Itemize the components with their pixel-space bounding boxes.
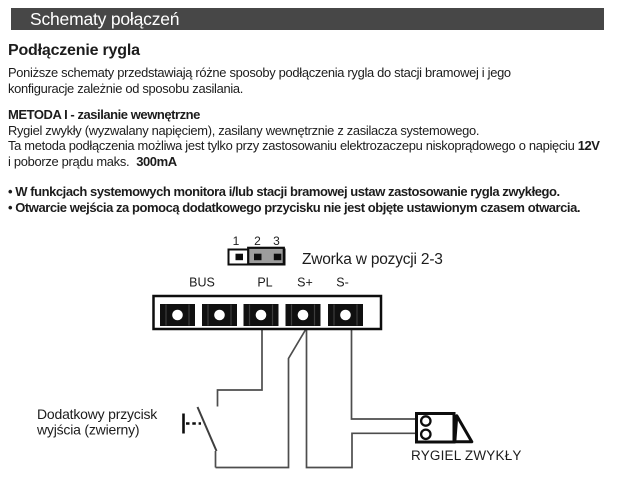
intro-line-2: konfiguracje zależnie od sposobu zasilania. [8,81,244,96]
jumper-block [229,248,285,265]
jumper-pin-numbers [233,234,281,248]
jumper-pin-1 [236,254,244,261]
bolt-terminal-top [421,416,430,425]
wire-s-minus-to-bolt [352,329,417,419]
terminal-label-bus: BUS [189,275,215,290]
jumper-position-label: Zworka w pozycji 2-3 [302,251,443,268]
current-value: 300mA [136,154,177,169]
terminal-2-screw [214,310,225,321]
method-line-3 [8,155,177,169]
terminal-5-screw [340,310,351,321]
terminal-3 [244,304,279,326]
bolt-terminal-bottom [421,430,430,439]
method-title: METODA I - zasilanie wewnętrzne [8,107,200,122]
wire-pl-to-button [218,329,263,407]
bolt-wedge [455,416,472,442]
terminal-label-s-plus: S+ [297,275,313,290]
section-header-bar [11,8,604,30]
jumper-pin-2-number: 2 [254,234,261,248]
terminal-3-screw [256,310,267,321]
wire-s-plus-to-bolt [307,329,417,468]
button-label-line-1: Dodatkowy przycisk [37,406,158,422]
terminal-label-pl: PL [257,275,273,290]
jumper-pin-3-number: 3 [273,234,280,248]
jumper-pin-3 [274,254,282,261]
button-label-line-2: wyjścia (zwierny) [37,421,140,438]
bolt-device-symbol [417,414,472,443]
exit-button-symbol [184,407,217,468]
wire-s-plus-to-button [216,329,307,468]
intro-line-1: Poniższe schematy przedstawiają różne sposoby podłączenia rygla do stacji bramowej i jego [8,65,511,80]
terminal-labels [189,276,349,290]
terminal-1-screw [172,310,183,321]
terminal-4 [286,304,321,326]
bullet-1: • W funkcjach systemowych monitora i/lub stacji bramowej ustaw zastosowanie rygla zwykłego. [8,184,560,199]
bolt-device-label: RYGIEL ZWYKŁY [411,448,522,463]
section-header-title: Schematy połączeń [30,9,180,29]
bullet-2: • Otwarcie wejścia za pomocą dodatkowego przycisku nie jest objęte ustawionym czasem otwarcia. [8,200,581,215]
terminal-2 [202,304,237,326]
terminal-label-s-minus: S- [336,275,349,290]
voltage-value: 12V [577,138,600,153]
method-line-2-text: Ta metoda podłączenia możliwa jest tylko przy zastosowaniu elektrozaczepu niskoprądowego o napięciu [8,138,578,153]
method-line-2 [8,139,600,153]
jumper-pin-1-number: 1 [232,234,240,248]
terminal-block [154,296,382,329]
wires [216,329,417,468]
method-line-3-text: i poborze prądu maks. [8,154,130,169]
page-title: Podłączenie rygla [8,42,140,59]
button-blade [198,407,217,451]
terminal-5 [328,304,363,326]
wiring-diagram [0,230,617,486]
method-line-1: Rygiel zwykły (wyzwalany napięciem), zasilany wewnętrznie z zasilacza systemowego. [8,123,480,138]
jumper-pin-2 [254,254,262,261]
terminal-1 [160,304,195,326]
terminal-4-screw [298,310,309,321]
